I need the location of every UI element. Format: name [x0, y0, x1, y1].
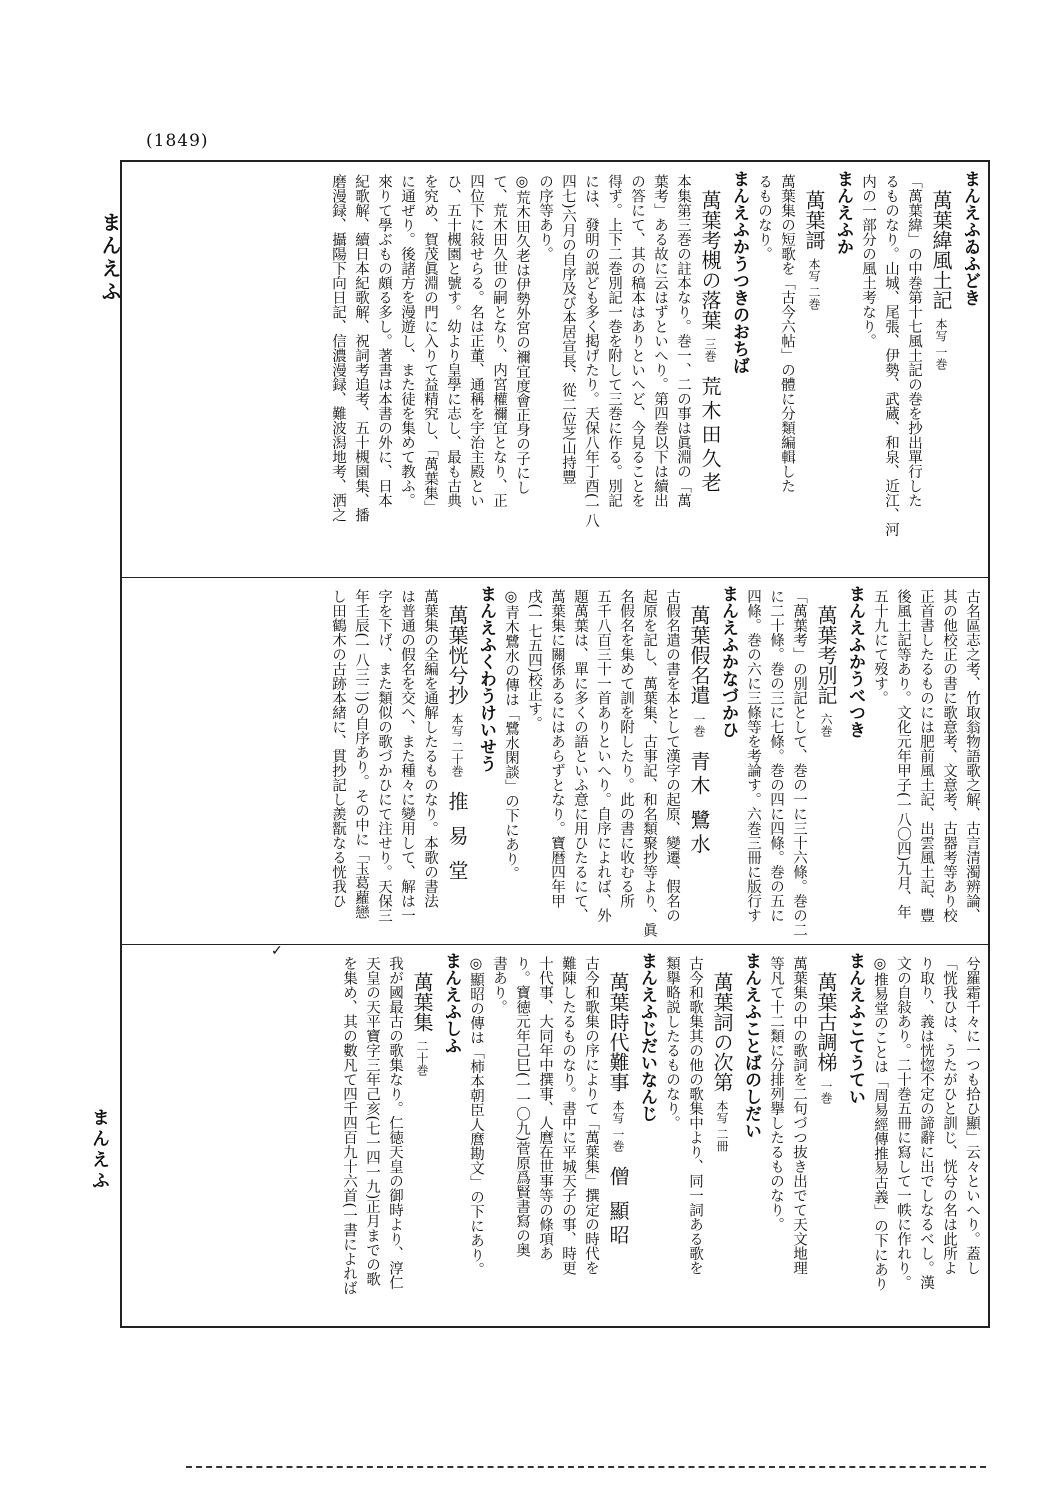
entry-volume-info: 本写 一巻: [611, 1100, 625, 1152]
entry-author: 推 易 堂: [445, 790, 469, 884]
entry-text-line: 紀歌解、續日本紀歌解、祝詞考追考、五十槻園集、播: [353, 174, 369, 522]
entry-text-line: は普通の假名を交へ、また種々に變用して、解は一: [399, 589, 415, 923]
entry-title-text: 萬葉集: [410, 972, 434, 1032]
running-head-right: まんえふ: [89, 1108, 110, 1192]
entry-text-line: 萬葉集に關係あるにはあらずとなり。寶暦四年甲: [549, 589, 565, 908]
entry-text-line: に通ぜり。後諸方を漫遊し、また徒を集めて教ふ。: [399, 174, 415, 508]
entry-reading: まんえふくわうけいせう: [476, 585, 496, 772]
entry-title: [926, 170, 956, 570]
entry-title-text: 萬葉考別記: [814, 605, 838, 705]
entry-title: [707, 952, 737, 1320]
entry-text-line: 磨漫録、攝陽下向日記、信濃漫録、難波潟地考、洒之: [330, 174, 346, 522]
entry-text-line: 正首書したるものには肥前風土記、出雲風土記、豐: [918, 589, 934, 923]
entry-title-text: 萬葉恍兮抄: [445, 605, 469, 705]
entry-text-line: 四位下に敍せらる。名は正董、通稱を宇治主殿とい: [468, 174, 484, 508]
entry-title-text: 萬葉假名遣: [687, 605, 711, 705]
entry-title-text: 萬葉緯風土記: [929, 190, 953, 310]
entry-text-line: ひ、五十槻園と號す。幼より皇學に志し、最も古典: [445, 174, 461, 508]
entry-text-line: 十代事、大同年中撰事、人麿在世事等の條項あ: [537, 956, 553, 1261]
entry-text-line: 五十九にて歿す。: [872, 589, 888, 705]
entry-reading: まんえふかなづかひ: [718, 585, 738, 738]
entry-text-line: 書あり。: [491, 956, 507, 1014]
entry-text-line: を究め、賀茂眞淵の門に入りて益精究し、「萬葉集」: [422, 174, 438, 515]
entry-text-line: には、發明の説ども多く掲げたり。天保八年丁酉(一八: [583, 174, 599, 528]
entry-text-line: 萬葉集の全編を通解したるものなり。本歌の書法: [422, 589, 438, 908]
entry-reading: まんえふかうべつき: [845, 585, 865, 738]
check-mark-icon: ✓: [271, 943, 283, 959]
entry-text-line: 類擧略説したるものなり。: [664, 956, 680, 1130]
entry-text-line: 天皇の天平寶字三年己亥(七一四一九)正月までの歌: [364, 956, 380, 1287]
running-head-left: まんえふ: [98, 212, 122, 304]
entry-title: [799, 170, 829, 570]
entry-title-text: 萬葉古調梯: [814, 972, 838, 1072]
band-divider: [120, 944, 990, 945]
entry-volume-info: 本写 一巻: [934, 318, 948, 370]
entry-reading: まんえふこてうてい: [845, 952, 865, 1105]
entry-text-line: り取り、義は恍惚不定の諦辭に出でしなるべし。漢: [918, 956, 934, 1290]
entry-author: 荒木田久老: [698, 376, 722, 496]
entry-text-line: 葉考」ある故に云はずといへり。第四巻以下は續出: [652, 174, 668, 508]
entry-reading: まんえふか: [833, 170, 853, 255]
entry-text-line: 内の一部分の風土考なり。: [860, 174, 876, 348]
entry-text-line: ◎顯昭の傳は「柿本朝臣人麿勘文」の下にあり。: [468, 956, 484, 1277]
entry-volume-info: 三巻: [703, 338, 717, 362]
middle-band: [128, 585, 982, 937]
entry-text-line: 四七)六月の自序及び本居宣長、從二位芝山持豐: [560, 174, 576, 485]
entry-volume-info: 本写 二十巻: [450, 713, 464, 777]
entry-text-line: 本集第三巻の註本なり。巻一、二の事は眞淵の「萬: [675, 174, 691, 508]
entry-text-line: 戌(一七五四)校正す。: [526, 589, 542, 731]
entry-title: [811, 585, 841, 937]
entry-text-line: 我が國最古の歌集なり。仁徳天皇の御時より、淳仁: [387, 956, 403, 1290]
entry-text-line: るものなり。: [756, 174, 772, 261]
entry-text-line: を集め、其の數凡て四千四百九十六首(一書によれば: [341, 956, 357, 1296]
entry-reading: まんえふかうつきのおちば: [729, 170, 749, 374]
entry-title-text: 萬葉詞の次第: [710, 972, 734, 1092]
footer-dashes: [186, 1466, 986, 1468]
entry-title: [811, 952, 841, 1320]
entry-title-text: 萬葉時代難事: [606, 972, 630, 1092]
entry-author: 僧 顯昭: [606, 1165, 630, 1249]
entry-text-line: 後風土記等あり。文化元年甲子(一八〇四)九月、年: [895, 589, 911, 920]
entry-volume-info: 一巻: [692, 713, 706, 737]
entry-volume-info: 本写 二冊: [715, 1100, 729, 1152]
entry-text-line: の序等あり。: [537, 174, 553, 261]
top-band: [128, 170, 982, 570]
entry-title: [684, 585, 714, 937]
entry-text-line: 萬葉集の短歌を「古今六帖」の體に分類編輯した: [779, 174, 795, 493]
entry-text-line: 「恍我ひは、うたがひと訓じ、恍兮の名は此所よ: [941, 956, 957, 1275]
entry-volume-info: 六巻: [819, 713, 833, 737]
entry-text-line: 題萬葉は、單に多くの語といふ意に用ひたるにて、: [572, 589, 588, 923]
entry-text-line: 其の他校正の書に歌意考、文意考、古器考等あり校: [941, 589, 957, 923]
band-divider: [120, 577, 990, 578]
entry-text-line: 古名區志之考、竹取翁物語歌之解、古言清濁辨論、: [964, 589, 980, 923]
entry-reading: まんえふゐふどき: [960, 170, 980, 306]
entry-text-line: 字を下げ、また類似の歌づかひにて注せり。天保三: [376, 589, 392, 923]
entry-reading: まんえふことばのしだい: [741, 952, 761, 1139]
entry-title-text: 萬葉謌: [802, 190, 826, 250]
entry-text-line: 來りて學ぶもの頗る多し。著書は本書の外に、日本: [376, 174, 392, 508]
entry-text-line: 兮羅霜千々に一つも拾ひ顯」云々といへり。蓋し: [964, 956, 980, 1275]
entry-text-line: 古今和歌集其の他の歌集中より、同一詞ある歌を: [687, 956, 703, 1275]
entry-volume-info: 二十巻: [415, 1040, 429, 1076]
entry-text-line: 古假名遣の書を本として漢字の起原、變遷、假名の: [664, 589, 680, 923]
entry-title: [407, 952, 437, 1320]
entry-title: [442, 585, 472, 937]
entry-volume-info: 一巻: [819, 1080, 833, 1104]
entry-text-line: ◎青木鷺水の傳は「鷺水閑談」の下にあり。: [503, 589, 519, 881]
entry-title-text: 萬葉考槻の落葉: [698, 190, 722, 330]
entry-text-line: 難陳したるものなり。書中に平城天子の事、時更: [560, 956, 576, 1275]
entry-volume-info: 本写 二巻: [807, 258, 821, 310]
entry-text-line: 古今和歌集の序によりて「萬葉集」撰定の時代を: [583, 956, 599, 1275]
entry-author: 青木 鷺水: [687, 751, 711, 858]
entry-text-line: し田鶴木の古跡本緒に、貫抄記し羨翫なる恍我ひ: [330, 589, 346, 908]
entry-text-line: 文の自敍あり。二十巻五冊に寫して一帙に作れり。: [895, 956, 911, 1290]
entry-text-line: ◎荒木田久老は伊勢外宮の禰宜度會正身の子にし: [514, 174, 530, 495]
entry-reading: まんえふじだいなんじ: [637, 952, 657, 1122]
entry-text-line: 名假名を集めて訓を附したり。此の書に收むる所: [618, 589, 634, 908]
entry-text-line: て、荒木田久世の嗣となり、内宮權禰宜となり、正: [491, 174, 507, 508]
entry-text-line: 五千八百三十一首ありといへり。自序によれば、外: [595, 589, 611, 923]
bottom-band: [128, 952, 982, 1320]
entry-text-line: 四條。巻の六に三條等を考論す。六巻三冊に版行す: [745, 589, 761, 923]
entry-title: [695, 170, 725, 570]
entry-text-line: 等凡て十二類に分排列擧したるものなり。: [768, 956, 784, 1232]
page-number: (1849): [146, 131, 209, 151]
entry-text-line: の答にて、其の稿本はありといへど、今見ることを: [629, 174, 645, 508]
entry-text-line: るものなり。山城、尾張、伊勢、武蔵、和泉、近江、河: [883, 174, 899, 537]
entry-reading: まんえふしふ: [441, 952, 461, 1054]
entry-text-line: 「萬葉緯」の中巻第十七風土記の巻を抄出單行した: [906, 174, 922, 508]
entry-text-line: ◎推易堂のことは「周易經傳推易古義」の下にあり: [872, 956, 888, 1291]
entry-title: [603, 952, 633, 1320]
entry-text-line: 萬葉集の中の歌詞を二句づつ抜き出でて天文地理: [791, 956, 807, 1275]
entry-text-line: 得ず。上下二巻別記一巻を附して三巻に作る。別記: [606, 174, 622, 508]
entry-text-line: 「萬葉考」の別記として、巻の一に三十六條。巻の二: [791, 589, 807, 937]
entry-text-line: 年壬辰(一八三二)の自序あり。その中に「玉葛蘿戀: [353, 589, 369, 920]
entry-text-line: に二十條。巻の三に七條。巻の四に四條。巻の五に: [768, 589, 784, 923]
entry-text-line: 起原を記し、萬葉集、古事記、和名類聚抄等より、眞: [641, 589, 657, 937]
entry-text-line: り。寶徳元年己巳(一一〇九)菅原爲賢書寫の奥: [514, 956, 530, 1258]
